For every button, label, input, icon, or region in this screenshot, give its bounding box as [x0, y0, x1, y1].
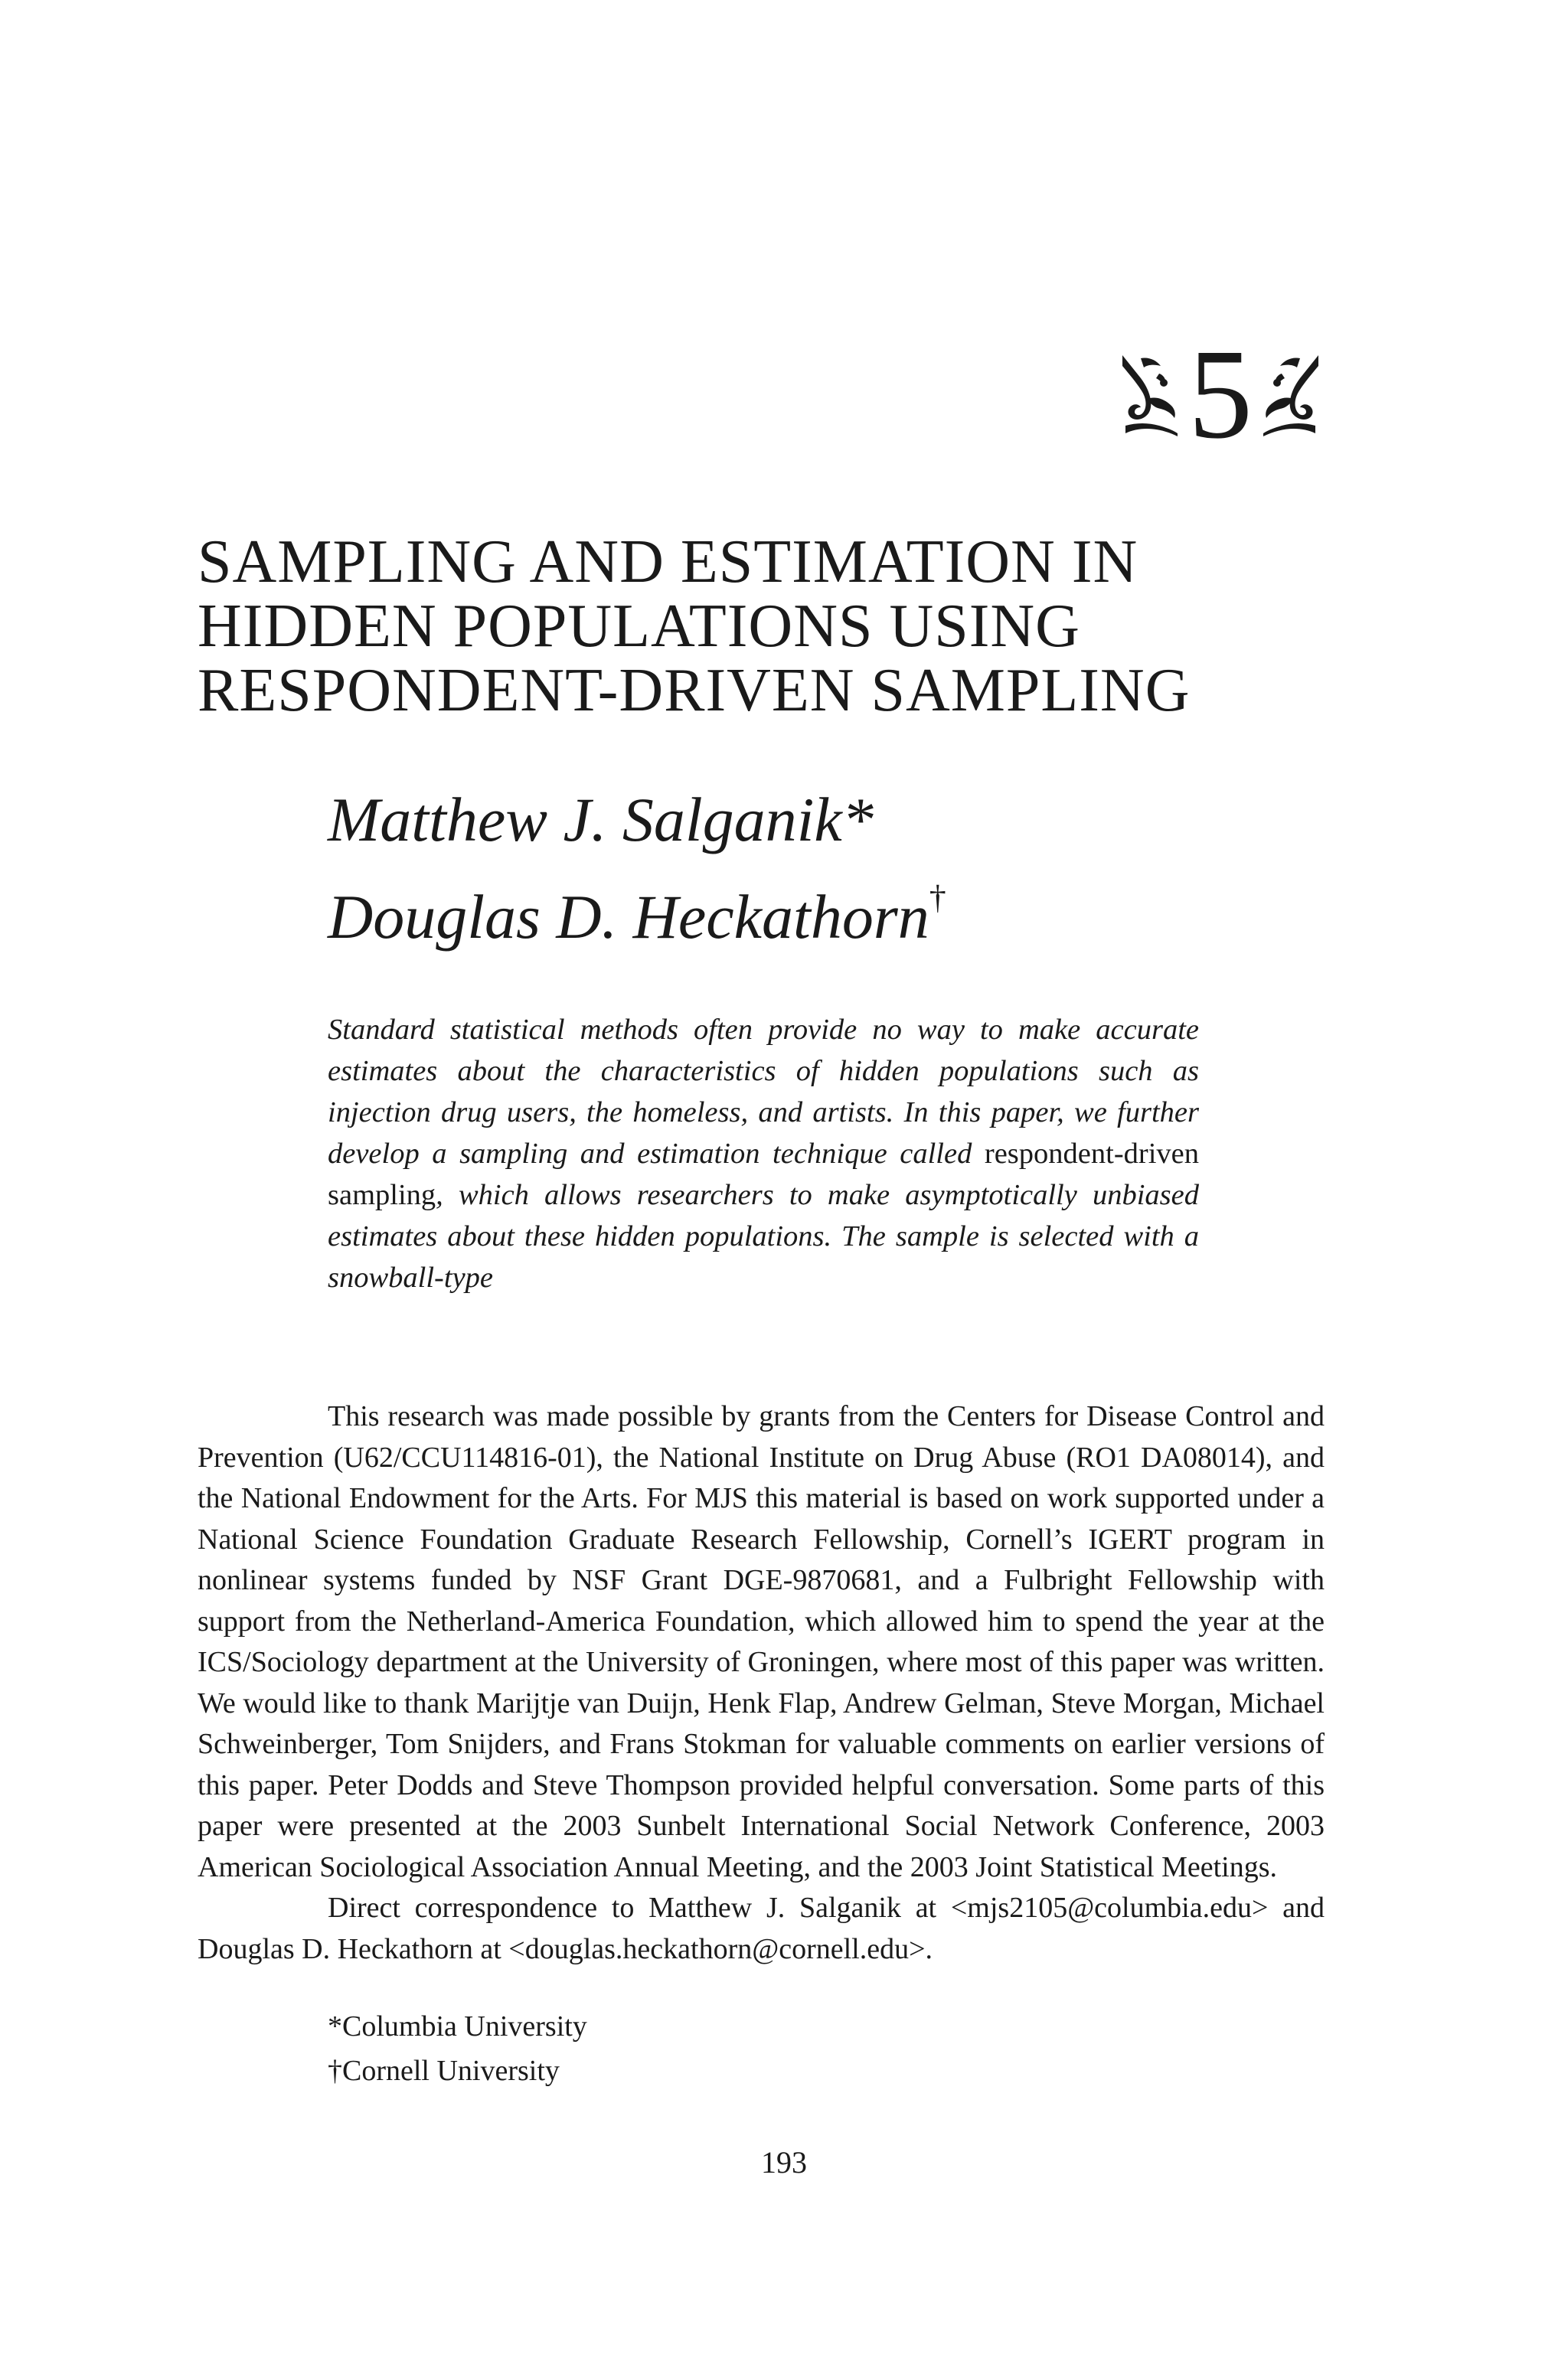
author-name: Matthew J. Salganik [328, 785, 842, 854]
footnote-paragraph: This research was made possible by grants from the Centers for Disease Control and Prevention (U62/CCU114816-01), the National Institute on Drug Abuse (RO1 DA08014), and the National Endowment for the Arts. For MJS this material is based on work supported under a National Science Foundation Graduate Research Fellowship, Cornell’s IGERT program in nonlinear systems funded by NSF Grant DGE-9870681, and a Fulbright Fellowship with support from the Netherland-America Foundation, which allowed him to spend the year at the ICS/Sociology department at the University of Groningen, where most of this paper was written. We would like to thank Marijtje van Duijn, Henk Flap, Andrew Gelman, Steve Morgan, Michael Schweinberger, Tom Snijders, and Frans Stokman for valuable comments on earlier versions of this paper. Peter Dodds and Steve Thompson provided helpful conversation. Some parts of this paper were presented at the 2003 Sunbelt International Social Network Conference, 2003 American Sociological Association Annual Meeting, and the 2003 Joint Statistical Meetings. [198, 1400, 1325, 1883]
author [328, 859, 946, 956]
fleuron-ornament-icon [1118, 352, 1179, 436]
author-mark: † [929, 879, 946, 916]
author [328, 781, 946, 859]
title-line: SAMPLING AND ESTIMATION IN [198, 528, 1138, 596]
abstract-term: respondent-driven sampling [328, 1138, 1199, 1211]
affiliation: *Columbia University [328, 2010, 587, 2043]
abstract-text: , which allows researchers to make asymptotically unbiased estimates about these hidden populations. The sample is selected with a snowball-type [328, 1179, 1199, 1294]
author-list [328, 781, 946, 956]
chapter-number: 5 [1188, 323, 1253, 465]
page-number: 193 [761, 2145, 807, 2180]
author-mark: * [841, 785, 874, 854]
chapter-heading [1118, 323, 1323, 465]
abstract [328, 1009, 1199, 1298]
fleuron-ornament-icon [1262, 352, 1323, 436]
chapter-title [198, 530, 1392, 723]
acknowledgment-footnote [198, 1396, 1325, 1970]
affiliation: †Cornell University [328, 2055, 560, 2087]
author-name: Douglas D. Heckathorn [328, 882, 929, 952]
footnote-paragraph: Direct correspondence to Matthew J. Salganik at <mjs2105@columbia.edu> and Douglas D. Heckathorn at <douglas.heckathorn@cornell.edu>. [198, 1892, 1325, 1965]
title-line: RESPONDENT-DRIVEN SAMPLING [198, 657, 1191, 724]
abstract-text: Standard statistical methods often provide no way to make accurate estimates about the characteristics of hidden populations such as injection drug users, the homeless, and artists. In this paper, we further develop a sampling and estimation technique called [328, 1014, 1199, 1170]
title-line: HIDDEN POPULATIONS USING [198, 593, 1080, 660]
affiliations [328, 2004, 587, 2093]
